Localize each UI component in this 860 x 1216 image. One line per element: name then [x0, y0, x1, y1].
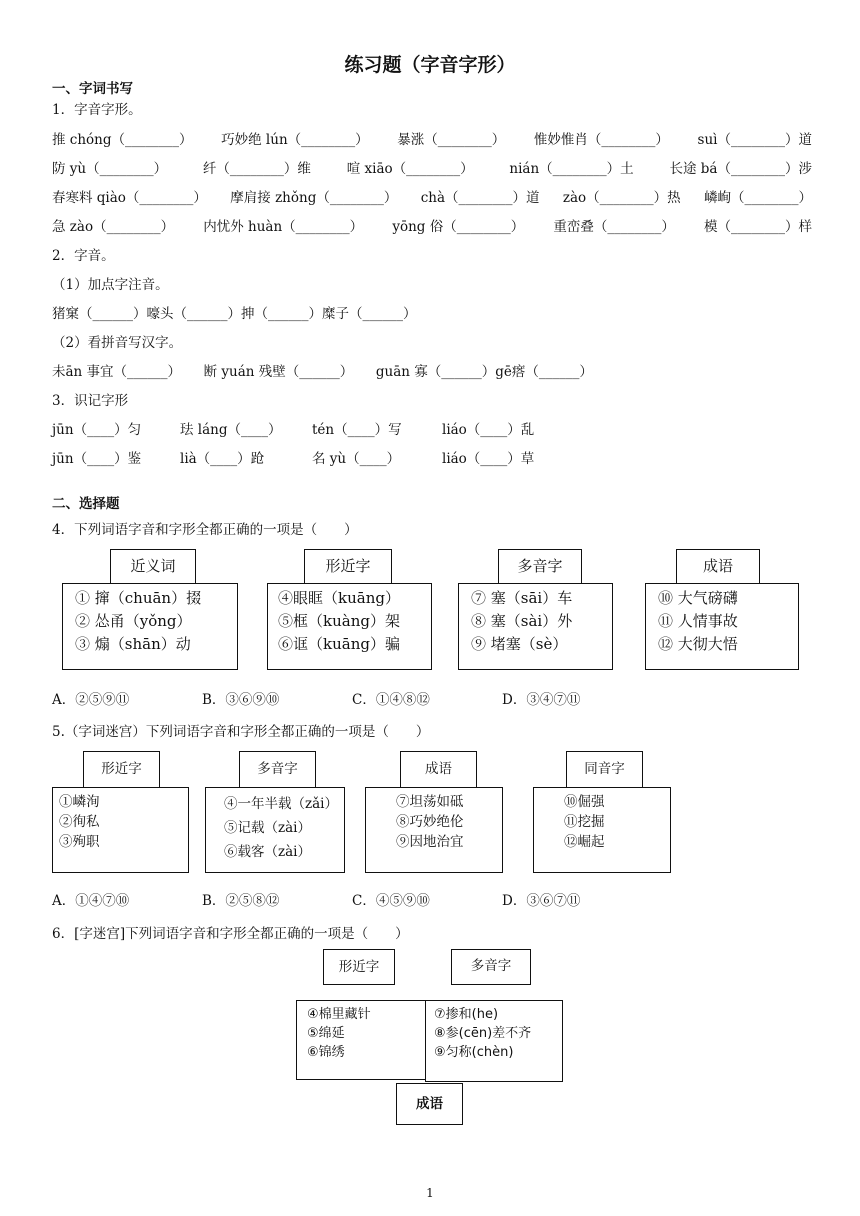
section-heading-1: 一、字词书写 [52, 81, 133, 97]
q6-left-items [297, 1001, 425, 1062]
q4-box-3 [458, 583, 613, 670]
q6-item: ⑧参(cēn)差不齐 [434, 1026, 532, 1041]
q6-stem: 6．[字迷宫]下列词语字音和字形全都正确的一项是（ ） [52, 926, 409, 942]
q4-box-header-2: 形近字 [304, 549, 392, 584]
q4-box-items [459, 584, 612, 656]
q5-box-items [366, 788, 502, 852]
q1-item: suì（________）道 [697, 132, 812, 148]
q4-item: ⑫ 大彻大悟 [658, 635, 738, 653]
q5-item: ⑤记载（zài） [224, 820, 311, 836]
q6-header-bottom: 成语 [416, 1096, 443, 1112]
q5-option-a[interactable]: A．①④⑦⑩ [52, 893, 130, 909]
q4-item: ⑧ 塞（sài）外 [471, 612, 573, 630]
q1-item: 暴涨（________） [397, 132, 506, 148]
q6-header-left-box [323, 949, 395, 985]
q3-item: lià（____）跄 [180, 451, 265, 467]
q1-item: zào（________）热 [562, 190, 681, 206]
q3-heading: 3．识记字形 [52, 393, 129, 409]
q4-options [52, 688, 652, 708]
q6-header-bottom-box [396, 1083, 463, 1125]
q4-box-items [268, 584, 431, 656]
q5-item: ①嶙洵 [59, 794, 100, 810]
q4-stem: 4．下列词语字音和字形全都正确的一项是（ ） [52, 522, 358, 538]
q1-item: 重峦叠（________） [553, 219, 675, 235]
q4-box-header-4: 成语 [676, 549, 760, 584]
q5-option-d[interactable]: D．③⑥⑦⑪ [502, 893, 581, 909]
q5-item: ⑨因地治宜 [396, 834, 464, 850]
q5-item: ②徇私 [59, 814, 100, 830]
q4-item: ④眼眶（kuāng） [278, 589, 400, 607]
q1-row-4 [52, 215, 812, 235]
q1-item: 模（________）样 [703, 219, 812, 235]
q5-box-1 [52, 787, 189, 873]
q6-item: ⑨匀称(chèn) [434, 1045, 514, 1060]
page-number: 1 [426, 1186, 434, 1200]
q5-option-c[interactable]: C．④⑤⑨⑩ [352, 893, 430, 909]
q2-sub2-item: guān 寡（______）gē瘩（______） [375, 364, 593, 380]
q1-row-3 [52, 186, 812, 206]
q3-row-2 [52, 447, 534, 467]
q5-box-items [206, 788, 344, 864]
q4-item: ① 撺（chuān）掇 [75, 589, 202, 607]
q5-stem: 5.（字词迷宫）下列词语字音和字形全都正确的一项是（ ） [52, 724, 430, 740]
q1-row-2 [52, 157, 812, 177]
q1-row-1 [52, 128, 812, 148]
q6-right-items [426, 1001, 562, 1062]
q3-item: 名 yù（____） [312, 451, 401, 467]
page-title: 练习题（字音字形） [344, 54, 516, 76]
q5-box-header-1: 形近字 [83, 751, 160, 788]
q4-box-items [63, 584, 237, 656]
q4-option-c[interactable]: C．①④⑧⑫ [352, 692, 430, 708]
q2-sub1-line: 猪窠（______）嚎头（______）抻（______）糜子（______） [52, 306, 417, 322]
q1-item: nián（________）土 [509, 161, 634, 177]
q5-box-header-2: 多音字 [239, 751, 316, 788]
q5-box-4 [533, 787, 671, 873]
q5-box-3 [365, 787, 503, 873]
q4-item: ⑪ 人情事故 [658, 612, 738, 630]
q5-box-items [53, 788, 188, 852]
q4-item: ⑤框（kuàng）架 [278, 612, 400, 630]
q6-item: ⑤绵延 [307, 1026, 345, 1041]
q1-item: 摩肩接 zhǒng（________） [230, 190, 398, 206]
q1-item: yōng 俗（________） [392, 219, 525, 235]
q3-item: liáo（____）草 [442, 451, 535, 467]
q6-box-right [425, 1000, 563, 1082]
q5-item: ④一年半载（zǎi） [224, 796, 338, 812]
section-heading-2: 二、选择题 [52, 496, 120, 512]
q5-item: ⑧巧妙绝伦 [396, 814, 464, 830]
q2-sub2: （2）看拼音写汉字。 [52, 335, 183, 351]
q4-option-a[interactable]: A．②⑤⑨⑪ [52, 692, 130, 708]
q1-item: 内忧外 huàn（________） [203, 219, 364, 235]
q4-box-items [646, 584, 798, 656]
q1-item: 嶙峋（________） [703, 190, 812, 206]
q4-box-header-1: 近义词 [110, 549, 196, 584]
q6-item: ④棉里藏针 [307, 1007, 371, 1022]
q4-item: ③ 煽（shān）动 [75, 635, 191, 653]
q6-header-right-box [451, 949, 531, 985]
q6-header-left: 形近字 [338, 959, 380, 975]
q1-item: 春寒料 qiào（________） [52, 190, 207, 206]
q5-options [52, 889, 652, 909]
q2-heading: 2．字音。 [52, 248, 115, 264]
q4-item: ⑨ 堵塞（sè） [471, 635, 568, 653]
q3-item: jūn（____）匀 [52, 422, 142, 438]
q1-item: 长途 bá（________）涉 [669, 161, 812, 177]
q1-item: 防 yù（________） [52, 161, 168, 177]
q5-box-2 [205, 787, 345, 873]
q4-item: ⑩ 大气磅礴 [658, 589, 738, 607]
q4-option-b[interactable]: B．③⑥⑨⑩ [202, 692, 280, 708]
q5-option-b[interactable]: B．②⑤⑧⑫ [202, 893, 280, 909]
q4-item: ② 怂甬（yǒng） [75, 612, 192, 630]
q1-item: 巧妙绝 lún（________） [221, 132, 369, 148]
q1-item: 急 zào（________） [52, 219, 175, 235]
q5-item: ⑦坦荡如砥 [396, 794, 464, 810]
q2-sub1: （1）加点字注音。 [52, 277, 169, 293]
q5-item: ③殉职 [59, 834, 100, 850]
q3-item: liáo（____）乱 [442, 422, 535, 438]
q4-box-4 [645, 583, 799, 670]
q1-item: 纤（________）维 [202, 161, 311, 177]
q6-item: ⑦掺和(he) [434, 1007, 499, 1022]
q5-item: ⑫崛起 [564, 834, 605, 850]
q2-sub2-line [52, 360, 593, 380]
q6-item: ⑥锦绣 [307, 1045, 345, 1060]
q1-item: 惟妙惟肖（________） [533, 132, 669, 148]
q3-item: 珐 láng（____） [180, 422, 282, 438]
q1-heading: 1．字音字形。 [52, 102, 142, 118]
q2-sub2-item: 未ān 事宜（______） [52, 364, 182, 380]
q1-item: chà（________）道 [420, 190, 540, 206]
q4-box-header-3: 多音字 [498, 549, 582, 584]
q4-box-1 [62, 583, 238, 670]
q4-option-d[interactable]: D．③④⑦⑪ [502, 692, 581, 708]
q6-header-right: 多音字 [470, 958, 512, 974]
q4-box-2 [267, 583, 432, 670]
q5-item: ⑩倔强 [564, 794, 605, 810]
q4-item: ⑦ 塞（sāi）车 [471, 589, 573, 607]
q2-sub2-item: 断 yuán 残壁（______） [203, 364, 354, 380]
q1-item: 推 chóng（________） [52, 132, 193, 148]
q3-item: tén（____）写 [312, 422, 402, 438]
q4-item: ⑥诓（kuāng）骗 [278, 635, 400, 653]
q1-item: 喧 xiāo（________） [346, 161, 474, 177]
q5-box-items [534, 788, 670, 852]
q3-row-1 [52, 418, 534, 438]
q5-box-header-4: 同音字 [566, 751, 643, 788]
q3-item: jūn（____）鉴 [52, 451, 142, 467]
q5-item: ⑪挖掘 [564, 814, 605, 830]
q5-item: ⑥载客（zài） [224, 844, 311, 860]
q6-box-left [296, 1000, 426, 1080]
q5-box-header-3: 成语 [400, 751, 477, 788]
